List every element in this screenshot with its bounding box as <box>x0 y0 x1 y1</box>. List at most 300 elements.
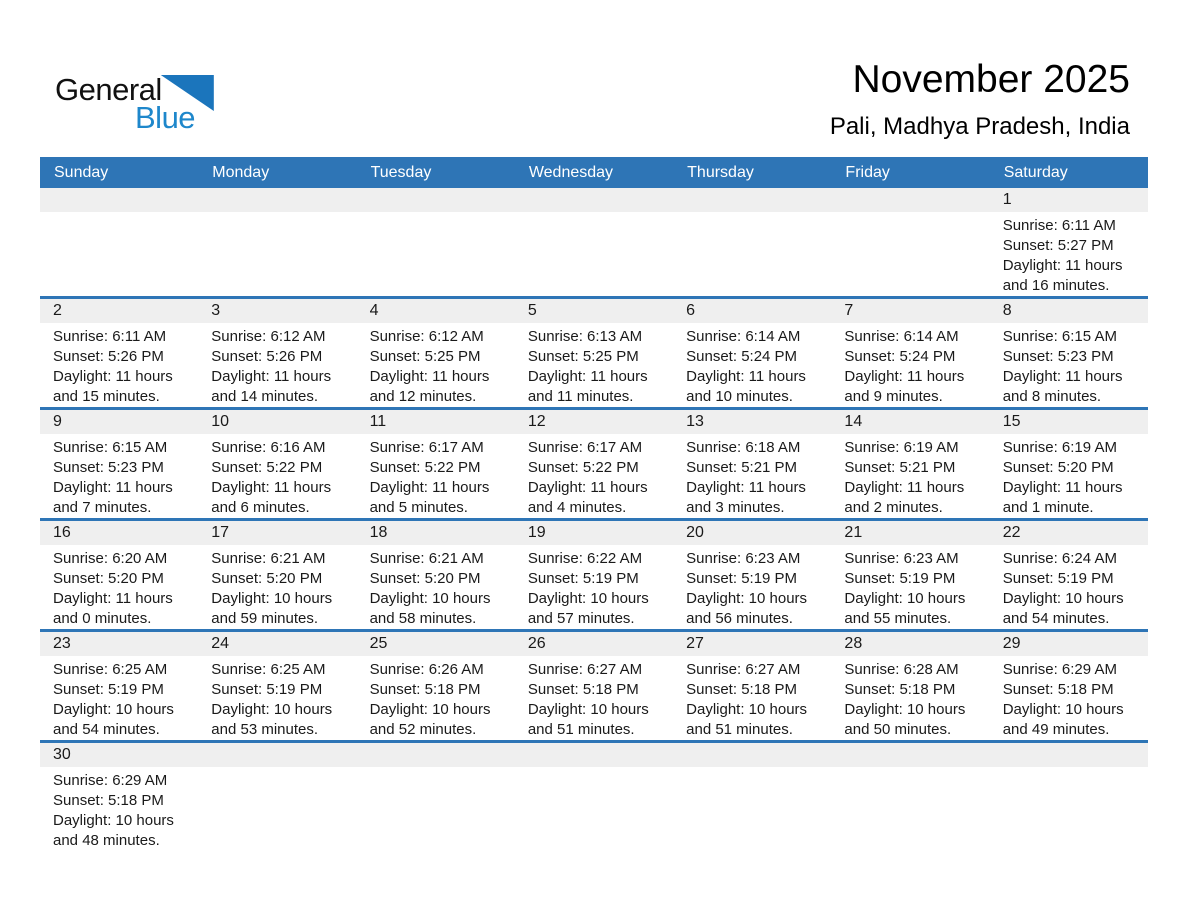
sunrise-label: Sunrise: <box>686 328 742 345</box>
sunset-value: 5:18 PM <box>741 681 798 698</box>
sunset-label: Sunset: <box>369 681 421 698</box>
daylight-label: Daylight: <box>53 812 112 829</box>
day-info <box>198 545 356 629</box>
sunrise-text <box>686 660 823 680</box>
sunrise-text <box>686 549 823 569</box>
empty-cell <box>198 743 356 851</box>
sunrise-value: 6:11 AM <box>112 328 167 345</box>
day-info <box>198 323 356 407</box>
day-info <box>673 545 831 629</box>
sunrise-value: 6:12 AM <box>428 328 484 345</box>
day-info <box>673 212 831 216</box>
day-info <box>831 212 989 216</box>
sunset-value: 5:18 PM <box>424 681 481 698</box>
sunrise-label: Sunrise: <box>686 661 742 678</box>
sunset-text <box>1003 347 1140 367</box>
daylight-text <box>686 478 823 518</box>
daylight-value: 11 hours and 6 minutes. <box>211 479 332 516</box>
day-number: 7 <box>831 299 989 323</box>
sunset-value: 5:21 PM <box>741 459 798 476</box>
sunrise-text <box>211 438 348 458</box>
day-info <box>357 656 515 740</box>
sunset-value: 5:23 PM <box>1057 348 1114 365</box>
daylight-value: 11 hours and 12 minutes. <box>369 368 490 405</box>
sunset-text <box>1003 680 1140 700</box>
sunset-value: 5:20 PM <box>424 570 481 587</box>
sunset-text <box>686 458 823 478</box>
day-number: 21 <box>831 521 989 545</box>
daylight-value: 11 hours and 7 minutes. <box>53 479 173 516</box>
sunset-text <box>211 458 348 478</box>
day-cell <box>198 299 356 407</box>
daylight-label: Daylight: <box>53 590 112 607</box>
daylight-value: 10 hours and 51 minutes. <box>686 701 808 738</box>
sunrise-text <box>528 327 665 347</box>
sunrise-value: 6:17 AM <box>587 439 643 456</box>
sunset-value: 5:20 PM <box>1057 459 1114 476</box>
sunset-text <box>1003 458 1140 478</box>
day-number: 17 <box>198 521 356 545</box>
day-info <box>831 545 989 629</box>
daylight-value: 11 hours and 9 minutes. <box>844 368 965 405</box>
daylight-value: 10 hours and 55 minutes. <box>844 590 966 627</box>
sunrise-label: Sunrise: <box>211 328 267 345</box>
sunset-value: 5:19 PM <box>899 570 956 587</box>
sunrise-text <box>53 549 190 569</box>
sunrise-text <box>844 660 981 680</box>
day-number: 24 <box>198 632 356 656</box>
daylight-label: Daylight: <box>1002 257 1062 274</box>
day-number: 5 <box>515 299 673 323</box>
day-number: 19 <box>515 521 673 545</box>
sunrise-value: 6:29 AM <box>1061 661 1117 678</box>
day-number: 8 <box>990 299 1148 323</box>
day-number: 4 <box>357 299 515 323</box>
sunset-label: Sunset: <box>1002 237 1054 254</box>
day-info <box>357 545 515 629</box>
day-cell <box>198 410 356 518</box>
sunrise-value: 6:21 AM <box>270 550 326 567</box>
day-info <box>357 212 515 216</box>
empty-cell <box>831 743 989 851</box>
sunset-label: Sunset: <box>369 348 421 365</box>
day-number <box>40 188 198 212</box>
sunrise-text <box>53 438 190 458</box>
daylight-text <box>1003 256 1140 296</box>
daylight-value: 11 hours and 16 minutes. <box>1002 257 1123 294</box>
day-number: 26 <box>515 632 673 656</box>
sunset-value: 5:22 PM <box>582 459 639 476</box>
day-cell <box>673 632 831 740</box>
day-cell <box>40 521 198 629</box>
daylight-label: Daylight: <box>686 701 745 718</box>
sunrise-text <box>211 549 348 569</box>
empty-cell <box>40 188 198 296</box>
sunset-text <box>370 569 507 589</box>
sunset-text <box>211 569 348 589</box>
day-cell <box>990 632 1148 740</box>
empty-cell <box>357 743 515 851</box>
logo-text-blue: Blue <box>135 100 196 135</box>
sunset-label: Sunset: <box>369 570 421 587</box>
daylight-label: Daylight: <box>844 368 903 385</box>
sunrise-label: Sunrise: <box>527 661 583 678</box>
daylight-text <box>211 589 348 629</box>
daylight-value: 10 hours and 48 minutes. <box>53 812 174 849</box>
day-cell <box>198 521 356 629</box>
day-cell <box>357 632 515 740</box>
daylight-value: 10 hours and 54 minutes. <box>1002 590 1124 627</box>
daylight-text <box>370 478 507 518</box>
sunrise-value: 6:25 AM <box>112 661 168 678</box>
empty-cell <box>831 188 989 296</box>
daylight-label: Daylight: <box>53 701 112 718</box>
sunset-text <box>370 347 507 367</box>
sunset-label: Sunset: <box>1002 681 1054 698</box>
sunset-value: 5:19 PM <box>266 681 323 698</box>
sunrise-text <box>844 327 981 347</box>
daylight-label: Daylight: <box>211 701 270 718</box>
sunrise-value: 6:17 AM <box>428 439 484 456</box>
day-cell <box>990 188 1148 296</box>
sunrise-text <box>211 660 348 680</box>
weekday-label-wednesday: Wednesday <box>528 163 614 181</box>
daylight-label: Daylight: <box>369 701 428 718</box>
daylight-value: 11 hours and 2 minutes. <box>844 479 965 516</box>
week-row <box>40 521 1148 632</box>
day-number: 11 <box>357 410 515 434</box>
weekday-label-friday: Friday <box>845 163 890 181</box>
sunset-label: Sunset: <box>53 348 104 365</box>
sunrise-label: Sunrise: <box>53 439 109 456</box>
daylight-label: Daylight: <box>211 479 270 496</box>
sunset-label: Sunset: <box>53 570 104 587</box>
daylight-value: 10 hours and 54 minutes. <box>53 701 174 738</box>
general-blue-logo <box>55 74 255 133</box>
daylight-text <box>370 589 507 629</box>
daylight-value: 11 hours and 5 minutes. <box>369 479 490 516</box>
sunset-value: 5:18 PM <box>1057 681 1114 698</box>
day-cell <box>515 410 673 518</box>
empty-cell <box>673 188 831 296</box>
sunrise-text <box>53 327 190 347</box>
sunset-value: 5:19 PM <box>741 570 798 587</box>
daylight-value: 11 hours and 11 minutes. <box>527 368 648 405</box>
daylight-text <box>370 367 507 407</box>
weekday-label-tuesday: Tuesday <box>370 163 432 181</box>
sunrise-value: 6:25 AM <box>270 661 326 678</box>
daylight-label: Daylight: <box>686 368 745 385</box>
sunrise-label: Sunrise: <box>1002 661 1058 678</box>
empty-cell <box>515 188 673 296</box>
sunset-text <box>370 680 507 700</box>
sunrise-value: 6:26 AM <box>428 661 484 678</box>
sunset-value: 5:25 PM <box>582 348 639 365</box>
day-info <box>40 212 198 216</box>
daylight-text <box>686 589 823 629</box>
sunset-label: Sunset: <box>686 681 738 698</box>
sunrise-value: 6:23 AM <box>745 550 801 567</box>
sunset-value: 5:22 PM <box>266 459 323 476</box>
sunset-value: 5:20 PM <box>266 570 323 587</box>
daylight-text <box>211 367 348 407</box>
sunrise-value: 6:29 AM <box>112 772 168 789</box>
empty-cell <box>515 743 673 851</box>
sunrise-value: 6:16 AM <box>270 439 326 456</box>
day-number: 12 <box>515 410 673 434</box>
day-cell <box>673 410 831 518</box>
sunset-text <box>528 569 665 589</box>
sunrise-label: Sunrise: <box>369 328 425 345</box>
day-info <box>515 323 673 407</box>
day-info <box>198 656 356 740</box>
week-row <box>40 743 1148 851</box>
daylight-text <box>53 367 190 407</box>
sunrise-text <box>528 549 665 569</box>
day-info <box>831 323 989 407</box>
week-row <box>40 188 1148 299</box>
daylight-text <box>1003 700 1140 740</box>
daylight-label: Daylight: <box>844 479 903 496</box>
sunset-value: 5:23 PM <box>108 459 164 476</box>
daylight-text <box>53 478 190 518</box>
day-cell <box>831 299 989 407</box>
day-cell <box>990 299 1148 407</box>
sunrise-label: Sunrise: <box>527 439 583 456</box>
day-number <box>515 188 673 212</box>
daylight-value: 10 hours and 58 minutes. <box>369 590 491 627</box>
daylight-text <box>53 811 190 851</box>
sunrise-label: Sunrise: <box>369 439 425 456</box>
daylight-text <box>686 700 823 740</box>
daylight-value: 11 hours and 14 minutes. <box>211 368 332 405</box>
daylight-text <box>686 367 823 407</box>
sunset-label: Sunset: <box>844 459 896 476</box>
day-number <box>831 188 989 212</box>
daylight-label: Daylight: <box>211 368 270 385</box>
day-cell <box>40 299 198 407</box>
sunset-label: Sunset: <box>211 570 263 587</box>
sunset-value: 5:19 PM <box>108 681 164 698</box>
daylight-text <box>528 700 665 740</box>
calendar <box>40 157 1148 851</box>
day-cell <box>515 632 673 740</box>
sunset-text <box>53 680 190 700</box>
daylight-label: Daylight: <box>53 368 112 385</box>
sunrise-value: 6:28 AM <box>903 661 959 678</box>
sunrise-label: Sunrise: <box>844 439 900 456</box>
day-info <box>40 767 198 851</box>
sunrise-label: Sunrise: <box>1002 550 1058 567</box>
day-info <box>673 323 831 407</box>
daylight-label: Daylight: <box>527 701 587 718</box>
day-info <box>357 323 515 407</box>
daylight-value: 11 hours and 10 minutes. <box>686 368 806 405</box>
sunrise-label: Sunrise: <box>686 439 742 456</box>
daylight-value: 11 hours and 1 minute. <box>1002 479 1123 516</box>
sunset-label: Sunset: <box>211 459 263 476</box>
sunrise-text <box>370 438 507 458</box>
day-number: 23 <box>40 632 198 656</box>
day-number <box>357 188 515 212</box>
empty-cell <box>673 743 831 851</box>
sunrise-value: 6:22 AM <box>587 550 643 567</box>
sunset-label: Sunset: <box>1002 348 1054 365</box>
sunrise-value: 6:18 AM <box>745 439 801 456</box>
day-info <box>990 212 1148 296</box>
sunset-value: 5:19 PM <box>1057 570 1114 587</box>
day-info <box>515 656 673 740</box>
sunset-label: Sunset: <box>211 681 263 698</box>
sunset-value: 5:22 PM <box>424 459 481 476</box>
sunrise-value: 6:14 AM <box>745 328 801 345</box>
day-info <box>198 212 356 216</box>
daylight-text <box>528 589 665 629</box>
sunset-label: Sunset: <box>844 348 896 365</box>
sunrise-value: 6:23 AM <box>903 550 959 567</box>
day-info <box>990 656 1148 740</box>
daylight-value: 10 hours and 56 minutes. <box>686 590 808 627</box>
day-info <box>357 434 515 518</box>
sunset-label: Sunset: <box>53 459 104 476</box>
sunset-label: Sunset: <box>53 681 104 698</box>
day-cell <box>357 521 515 629</box>
sunset-value: 5:18 PM <box>899 681 956 698</box>
sunrise-value: 6:19 AM <box>903 439 959 456</box>
day-cell <box>357 299 515 407</box>
day-cell <box>515 299 673 407</box>
week-row <box>40 299 1148 410</box>
daylight-value: 10 hours and 49 minutes. <box>1002 701 1124 738</box>
day-cell <box>357 410 515 518</box>
sunrise-label: Sunrise: <box>1002 217 1058 234</box>
page-subtitle: Pali, Madhya Pradesh, India <box>829 113 1130 140</box>
sunrise-value: 6:21 AM <box>428 550 484 567</box>
day-info <box>990 434 1148 518</box>
day-number: 2 <box>40 299 198 323</box>
sunrise-text <box>370 660 507 680</box>
sunset-value: 5:27 PM <box>1057 237 1114 254</box>
daylight-value: 10 hours and 57 minutes. <box>527 590 649 627</box>
sunset-value: 5:24 PM <box>741 348 798 365</box>
daylight-text <box>1003 589 1140 629</box>
daylight-value: 11 hours and 15 minutes. <box>53 368 173 405</box>
daylight-text <box>528 478 665 518</box>
day-info <box>515 767 673 771</box>
day-info <box>40 656 198 740</box>
sunset-text <box>1003 569 1140 589</box>
sunset-text <box>53 569 190 589</box>
sunset-text <box>1003 236 1140 256</box>
day-number: 16 <box>40 521 198 545</box>
sunrise-text <box>370 327 507 347</box>
day-number <box>198 188 356 212</box>
daylight-text <box>844 589 981 629</box>
day-cell <box>40 632 198 740</box>
sunset-label: Sunset: <box>211 348 263 365</box>
sunrise-text <box>1003 549 1140 569</box>
sunrise-label: Sunrise: <box>211 550 267 567</box>
weekday-label-monday: Monday <box>212 163 270 181</box>
sunrise-label: Sunrise: <box>53 661 109 678</box>
sunset-text <box>528 458 665 478</box>
day-number: 14 <box>831 410 989 434</box>
sunset-text <box>53 458 190 478</box>
daylight-label: Daylight: <box>527 368 587 385</box>
sunrise-value: 6:15 AM <box>1061 328 1117 345</box>
daylight-value: 10 hours and 53 minutes. <box>211 701 333 738</box>
sunrise-text <box>528 438 665 458</box>
weekday-label-saturday: Saturday <box>1003 163 1068 181</box>
sunset-value: 5:20 PM <box>108 570 164 587</box>
day-number: 18 <box>357 521 515 545</box>
day-number: 30 <box>40 743 198 767</box>
sunrise-label: Sunrise: <box>211 661 267 678</box>
daylight-label: Daylight: <box>686 479 745 496</box>
sunset-text <box>211 680 348 700</box>
sunset-label: Sunset: <box>527 570 579 587</box>
daylight-text <box>211 478 348 518</box>
day-info <box>673 656 831 740</box>
daylight-label: Daylight: <box>844 701 903 718</box>
day-cell <box>831 410 989 518</box>
weekday-label-thursday: Thursday <box>687 163 754 181</box>
day-number: 6 <box>673 299 831 323</box>
day-number <box>673 743 831 767</box>
sunset-text <box>528 680 665 700</box>
empty-cell <box>198 188 356 296</box>
day-cell <box>831 521 989 629</box>
day-number <box>990 743 1148 767</box>
sunrise-text <box>1003 660 1140 680</box>
daylight-value: 11 hours and 0 minutes. <box>53 590 173 627</box>
sunrise-label: Sunrise: <box>527 550 583 567</box>
sunset-label: Sunset: <box>1002 459 1054 476</box>
day-info <box>198 767 356 771</box>
sunset-label: Sunset: <box>53 792 104 809</box>
day-info <box>357 767 515 771</box>
weekday-label-sunday: Sunday <box>54 163 109 181</box>
daylight-value: 11 hours and 4 minutes. <box>527 479 648 516</box>
day-info <box>831 767 989 771</box>
sunrise-text <box>528 660 665 680</box>
sunrise-label: Sunrise: <box>53 328 109 345</box>
daylight-value: 11 hours and 3 minutes. <box>686 479 806 516</box>
day-cell <box>831 632 989 740</box>
daylight-text <box>53 700 190 740</box>
sunset-label: Sunset: <box>686 570 738 587</box>
day-number: 29 <box>990 632 1148 656</box>
daylight-text <box>370 700 507 740</box>
day-number: 22 <box>990 521 1148 545</box>
week-row <box>40 410 1148 521</box>
day-number: 10 <box>198 410 356 434</box>
sunrise-text <box>1003 438 1140 458</box>
daylight-label: Daylight: <box>369 368 428 385</box>
day-info <box>673 767 831 771</box>
calendar-grid <box>40 188 1148 851</box>
sunset-text <box>686 569 823 589</box>
daylight-label: Daylight: <box>527 479 587 496</box>
day-cell <box>198 632 356 740</box>
day-number: 1 <box>990 188 1148 212</box>
day-cell <box>673 299 831 407</box>
sunrise-text <box>844 549 981 569</box>
day-cell <box>515 521 673 629</box>
sunset-text <box>844 680 981 700</box>
empty-cell <box>357 188 515 296</box>
daylight-label: Daylight: <box>1002 368 1062 385</box>
